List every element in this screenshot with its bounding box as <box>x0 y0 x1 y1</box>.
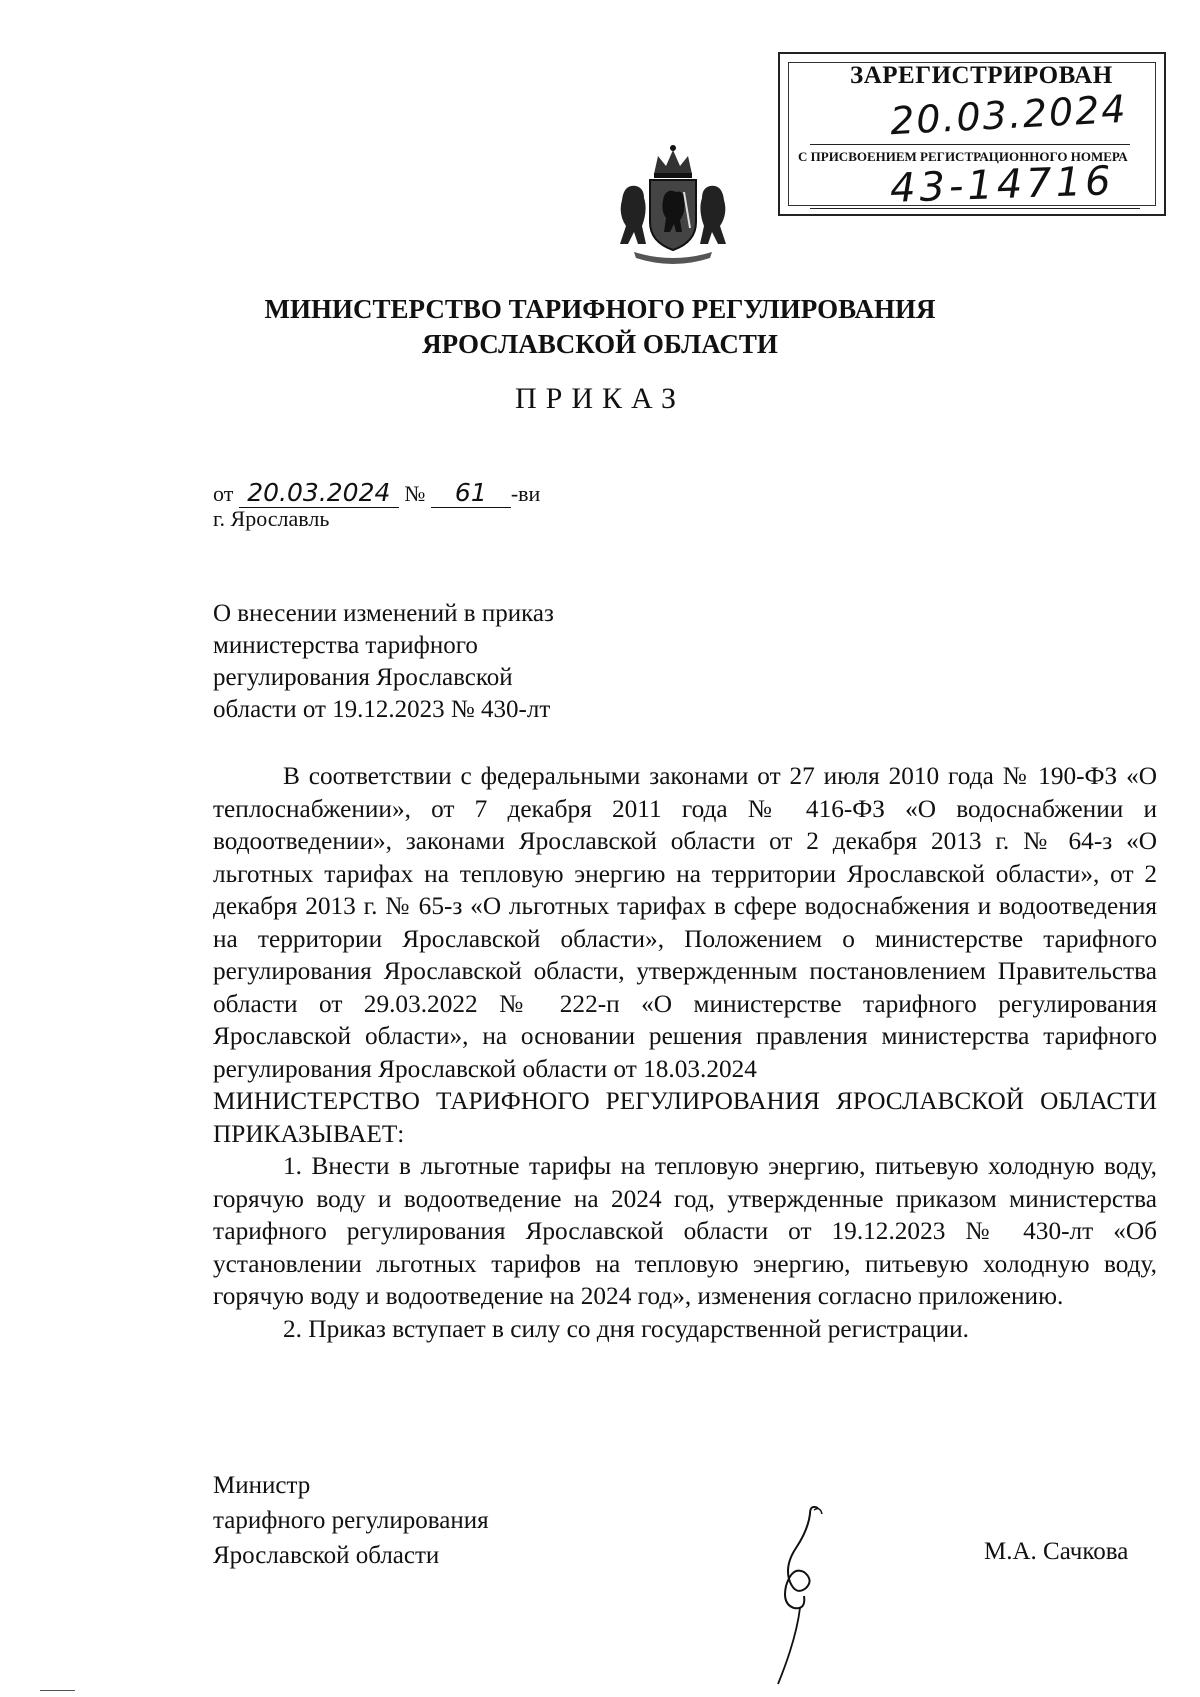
subject-line: министерства тарифного <box>213 632 478 659</box>
coat-of-arms-icon <box>614 140 732 268</box>
date-prefix: от <box>213 481 234 506</box>
signatory-name: М.А. Сачкова <box>984 1538 1129 1565</box>
order-body <box>213 760 1157 1345</box>
city: г. Ярославль <box>213 506 330 531</box>
position-line: Министр <box>213 1472 311 1499</box>
order-item-2: 2. Приказ вступает в силу со дня государственной регистрации. <box>283 1314 969 1343</box>
ministry-name-line1: МИНИСТЕРСТВО ТАРИФНОГО РЕГУЛИРОВАНИЯ <box>264 294 936 324</box>
order-date-handwritten: 20.03.2024 <box>239 478 399 508</box>
handwritten-signature <box>770 1500 880 1690</box>
orders-paragraph: МИНИСТЕРСТВО ТАРИФНОГО РЕГУЛИРОВАНИЯ ЯРОСЛАВСКОЙ ОБЛАСТИ ПРИКАЗЫВАЕТ: <box>213 1087 1157 1148</box>
stamp-title: ЗАРЕГИСТРИРОВАН <box>850 62 1113 89</box>
order-number-handwritten: 61 <box>431 478 511 508</box>
signatory-position <box>213 1468 489 1573</box>
number-prefix: № <box>404 481 426 506</box>
document-type-heading: ПРИКАЗ <box>515 382 685 415</box>
subject-line: О внесении изменений в приказ <box>213 600 554 627</box>
ministry-name-line2: ЯРОСЛАВСКОЙ ОБЛАСТИ <box>422 329 778 359</box>
number-suffix: -ви <box>510 481 541 506</box>
ministry-name <box>0 292 1200 362</box>
subject-line: области от 19.12.2023 № 430-лт <box>213 696 551 723</box>
subject-line: регулирования Ярославской <box>213 664 513 691</box>
stamp-date: 20.03.2024 <box>888 86 1129 144</box>
order-subject <box>213 598 554 726</box>
stamp-registration-number: 43-14716 <box>889 158 1116 212</box>
stamp-divider <box>810 144 1130 145</box>
stamp-divider <box>810 208 1140 209</box>
preamble-paragraph: В соответствии с федеральными законами от 27 июля 2010 года № 190-ФЗ «О теплоснабжении», от 7 декабря 2011 года № 416-ФЗ «О водоснабжении и водоотведении», законами Ярославской области от 2 декабря 2013 г. № 64-з «О льготных тарифах на тепловую энергию на территории Ярославской области», от 2 декабря 2013 г. № 65-з «О льготных тарифах в сфере водоснабжения и водоотведения на территории Ярославской области», Положением о министерстве тарифного регулирования Ярославской области, утвержденным постановлением Правительства области от 29.03.2022 № 222-п «О министерстве тарифного регулирования Ярославской области», на основании решения правления министерства тарифного регулирования Ярославской области от 18.03.2024 <box>213 762 1157 1083</box>
registration-stamp <box>778 52 1166 216</box>
stamp-subtitle: С ПРИСВОЕНИЕМ РЕГИСТРАЦИОННОГО НОМЕРА <box>798 149 1128 164</box>
order-date-number-line <box>213 478 540 508</box>
position-line: тарифного регулирования <box>213 1507 489 1534</box>
order-item-1: 1. Внести в льготные тарифы на тепловую энергию, питьевую холодную воду, горячую воду и водоотведение на 2024 год, утвержденные приказом министерства тарифного регулирования Ярославской области от 19.12.2023 № 430-лт «Об установлении льготных тарифов на тепловую энергию, питьевую холодную воду, горячую воду и водоотведение на 2024 год», изменения согласно приложению. <box>213 1152 1157 1310</box>
footer-rule <box>40 1690 75 1691</box>
position-line: Ярославской области <box>213 1542 440 1569</box>
